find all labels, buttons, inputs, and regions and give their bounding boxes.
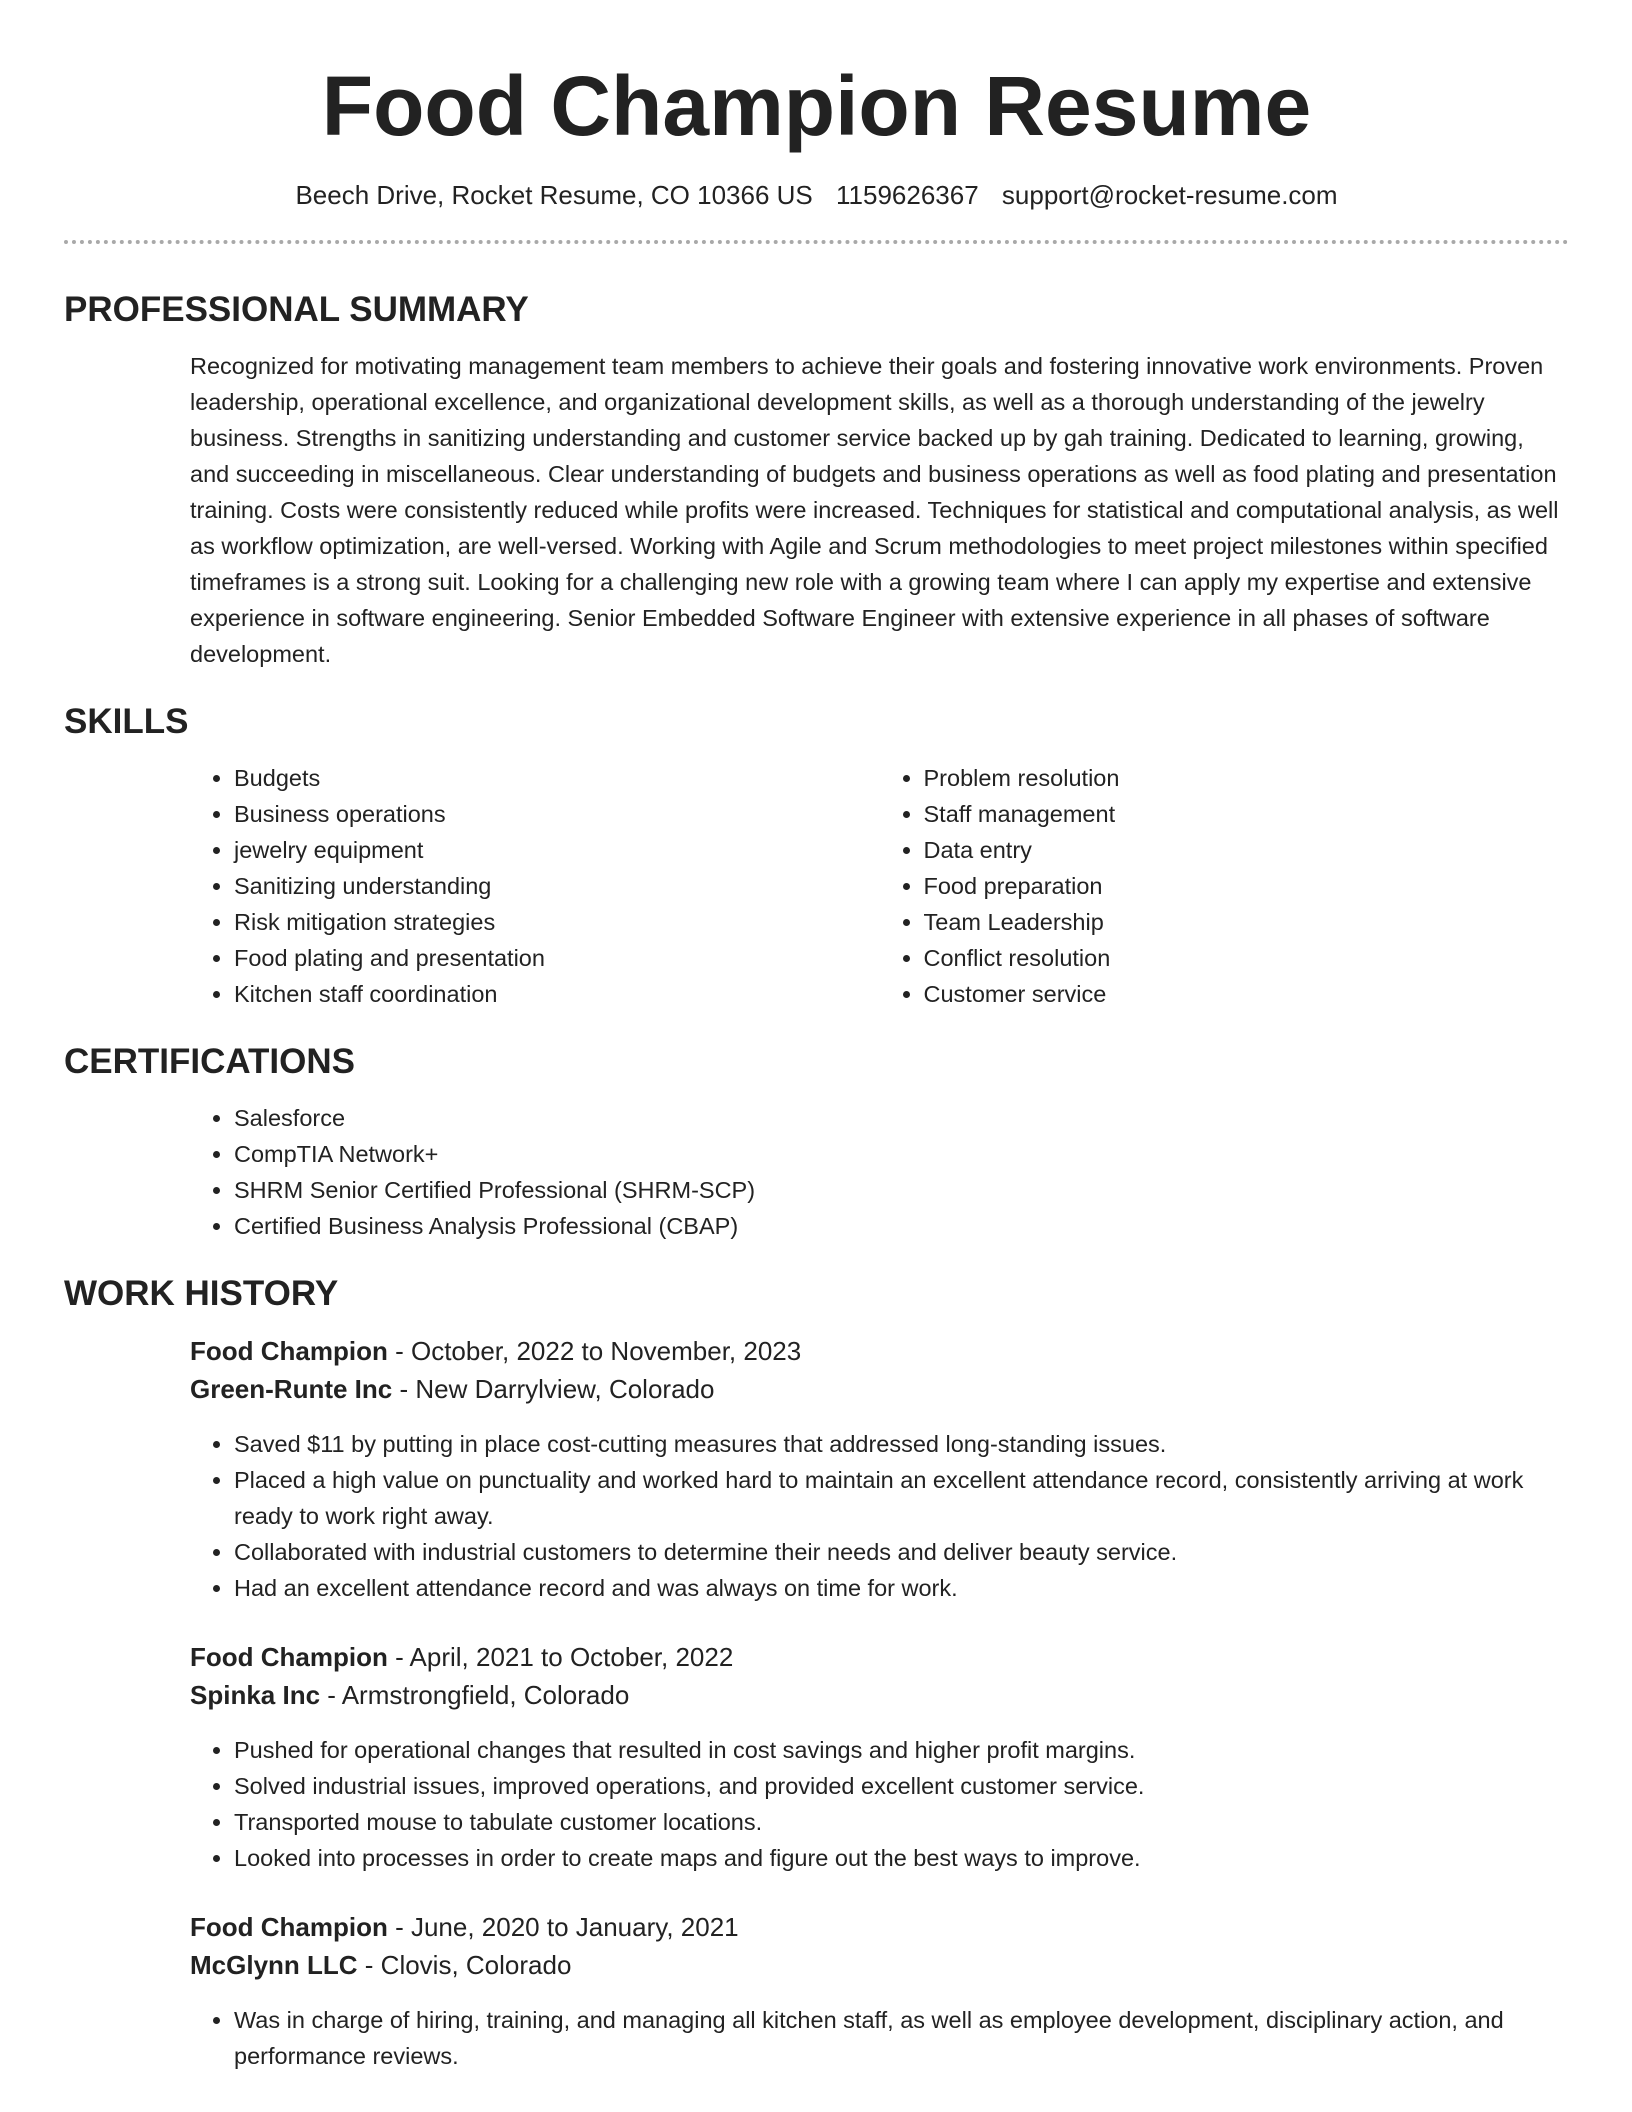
contact-email: support@rocket-resume.com: [1001, 180, 1338, 210]
job-dates: - October, 2022 to November, 2023: [387, 1336, 802, 1366]
certification-item: • CompTIA Network+: [234, 1136, 755, 1172]
skill-item: • Food plating and presentation: [234, 940, 880, 976]
job-role: Food Champion: [190, 1336, 388, 1366]
job-entry: [190, 1908, 1569, 2074]
work-history-section: [64, 1272, 1569, 2074]
job-bullet: • Saved $11 by putting in place cost-cutting measures that addressed long-standing issues.: [234, 1426, 1569, 1462]
skill-item: • Staff management: [924, 796, 1570, 832]
job-location: - Armstrongfield, Colorado: [320, 1680, 630, 1710]
job-bullet: • Was in charge of hiring, training, and managing all kitchen staff, as well as employee development, disciplinary action, and performance reviews.: [234, 2002, 1569, 2074]
skills-heading: SKILLS: [64, 702, 189, 741]
contact-phone: 1159626367: [836, 180, 979, 210]
work-history-heading: WORK HISTORY: [64, 1274, 339, 1313]
skill-item: • Budgets: [234, 760, 880, 796]
job-title-line: [190, 1332, 1569, 1370]
certifications-list: [190, 1100, 755, 1244]
job-bullet: • Looked into processes in order to create maps and figure out the best ways to improve.: [234, 1840, 1569, 1876]
certifications-heading: CERTIFICATIONS: [64, 1042, 356, 1081]
summary-heading: PROFESSIONAL SUMMARY: [64, 290, 529, 329]
skill-item: • Customer service: [924, 976, 1570, 1012]
certifications-list-wrap: [190, 1100, 1569, 1244]
job-bullets: [190, 1426, 1569, 1606]
job-company-line: [190, 1946, 1569, 1984]
skill-item: • Team Leadership: [924, 904, 1570, 940]
certification-item: • SHRM Senior Certified Professional (SHRM-SCP): [234, 1172, 755, 1208]
job-company: Spinka Inc: [190, 1680, 321, 1710]
skill-item: • Sanitizing understanding: [234, 868, 880, 904]
skill-item: • Conflict resolution: [924, 940, 1570, 976]
job-bullet: • Pushed for operational changes that resulted in cost savings and higher profit margins.: [234, 1732, 1569, 1768]
job-entry: [190, 1638, 1569, 1876]
job-bullet: • Solved industrial issues, improved operations, and provided excellent customer service.: [234, 1768, 1569, 1804]
job-role: Food Champion: [190, 1642, 388, 1672]
job-company-line: [190, 1370, 1569, 1408]
job-dates: - June, 2020 to January, 2021: [387, 1912, 739, 1942]
skill-item: • Kitchen staff coordination: [234, 976, 880, 1012]
skill-item: • Problem resolution: [924, 760, 1570, 796]
summary-text: Recognized for motivating management team members to achieve their goals and fostering innovative work environments. Proven leadership, operational excellence, and organizational development skills, as well as a thorough understanding of the jewelry business. Strengths in sanitizing understanding and customer service backed up by gah training. Dedicated to learning, growing, and succeeding in miscellaneous. Clear understanding of budgets and business operations as well as food plating and presentation training. Costs were consistently reduced while profits were increased. Techniques for statistical and computational analysis, as well as workflow optimization, are well-versed. Working with Agile and Scrum methodologies to meet project milestones within specified timeframes is a strong suit. Looking for a challenging new role with a growing team where I can apply my expertise and extensive experience in software engineering. Senior Embedded Software Engineer with extensive experience in all phases of software development.: [190, 353, 1559, 667]
job-entry: [190, 1332, 1569, 1606]
resume-page: [64, 0, 1569, 2074]
contact-address: Beech Drive, Rocket Resume, CO 10366 US: [295, 180, 813, 210]
skills-list-left: [190, 760, 880, 1012]
skill-item: • jewelry equipment: [234, 832, 880, 868]
job-company-line: [190, 1676, 1569, 1714]
resume-title: Food Champion Resume: [321, 59, 1312, 153]
job-company: Green-Runte Inc: [190, 1374, 393, 1404]
job-bullets: [190, 2002, 1569, 2074]
skill-item: • Data entry: [924, 832, 1570, 868]
job-dates: - April, 2021 to October, 2022: [387, 1642, 734, 1672]
skills-columns: [190, 760, 1569, 1012]
job-location: - New Darrylview, Colorado: [392, 1374, 715, 1404]
certifications-section: [64, 1040, 1569, 1244]
skill-item: • Food preparation: [924, 868, 1570, 904]
job-title-line: [190, 1908, 1569, 1946]
job-role: Food Champion: [190, 1912, 388, 1942]
summary-section: [64, 288, 1569, 672]
job-location: - Clovis, Colorado: [357, 1950, 572, 1980]
skills-list-right: [880, 760, 1570, 1012]
skill-item: • Business operations: [234, 796, 880, 832]
job-bullet: • Placed a high value on punctuality and worked hard to maintain an excellent attendance record, consistently arriving at work ready to work right away.: [234, 1462, 1569, 1534]
contact-line: [64, 178, 1569, 212]
job-company: McGlynn LLC: [190, 1950, 358, 1980]
job-bullets: [190, 1732, 1569, 1876]
job-title-line: [190, 1638, 1569, 1676]
certification-item: • Certified Business Analysis Professional (CBAP): [234, 1208, 755, 1244]
skill-item: • Risk mitigation strategies: [234, 904, 880, 940]
skills-section: [64, 700, 1569, 1012]
job-bullet: • Collaborated with industrial customers to determine their needs and deliver beauty service.: [234, 1534, 1569, 1570]
job-bullet: • Transported mouse to tabulate customer locations.: [234, 1804, 1569, 1840]
header-divider: [64, 240, 1569, 244]
certification-item: • Salesforce: [234, 1100, 755, 1136]
job-bullet: • Had an excellent attendance record and was always on time for work.: [234, 1570, 1569, 1606]
